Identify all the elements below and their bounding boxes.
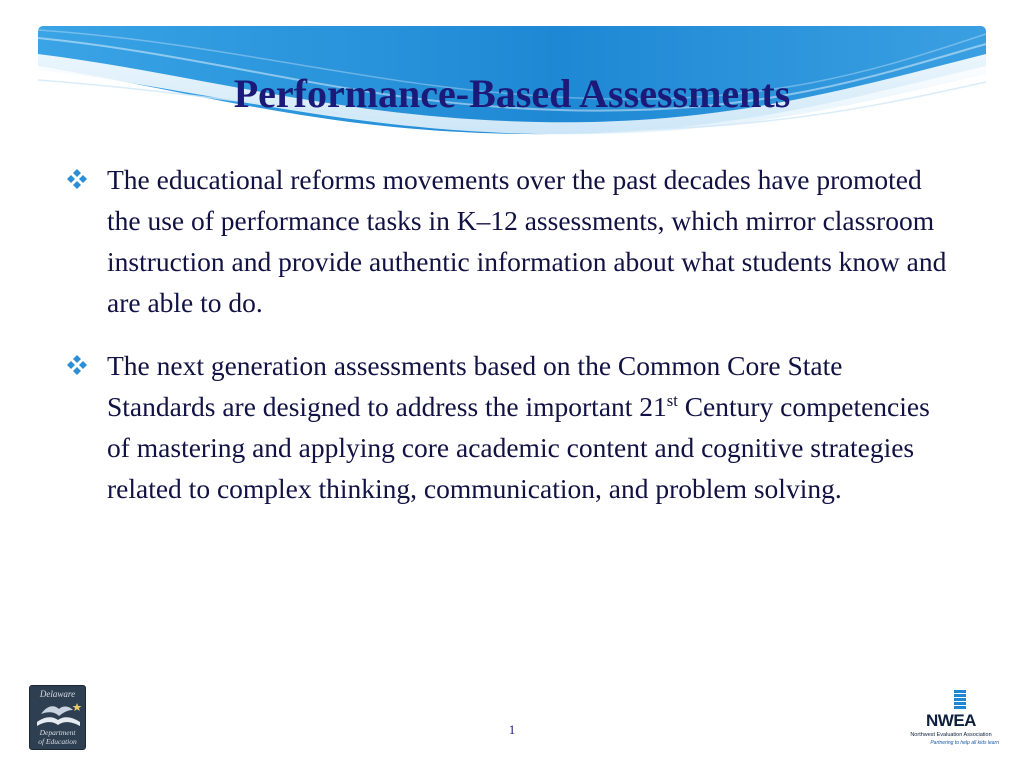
superscript-st: st xyxy=(666,390,678,410)
delaware-logo-line1: Department xyxy=(39,728,76,737)
delaware-logo-name: Delaware xyxy=(39,689,76,699)
slide-title: Performance-Based Assessments xyxy=(233,71,791,116)
delaware-doe-logo xyxy=(29,685,86,750)
bullet-text-continued: Century competencies of mastering and applying core academic content and cognitive strategies related to complex thinking, communication, and problem solving. xyxy=(107,391,930,504)
nwea-logo xyxy=(903,690,999,750)
nwea-subtitle: Northwest Evaluation Association xyxy=(910,732,992,738)
delaware-logo-subtitle xyxy=(30,728,85,746)
delaware-logo-line2: of Education xyxy=(38,737,77,746)
open-book-eagle-icon xyxy=(33,700,84,728)
bullet-text-main: The next generation assessments based on the Common Core State Standards are designed to address the important 21 xyxy=(107,350,843,422)
bullet-item xyxy=(66,159,956,323)
bullet-list xyxy=(66,159,956,531)
nwea-wordmark: NWEA xyxy=(926,711,976,730)
page-number: 1 xyxy=(508,722,516,737)
bullet-text xyxy=(107,350,930,504)
bullet-text: The educational reforms movements over the past decades have promoted the use of performance tasks in K–12 assessments, which mirror classroom instruction and provide authentic information about what students know and are able to do. xyxy=(107,164,947,318)
four-diamond-bullet-icon xyxy=(66,168,88,190)
nwea-bars-icon xyxy=(953,690,967,710)
four-diamond-bullet-icon xyxy=(66,354,88,376)
bullet-item xyxy=(66,345,956,509)
nwea-tagline: Partnering to help all kids learn xyxy=(930,740,999,746)
